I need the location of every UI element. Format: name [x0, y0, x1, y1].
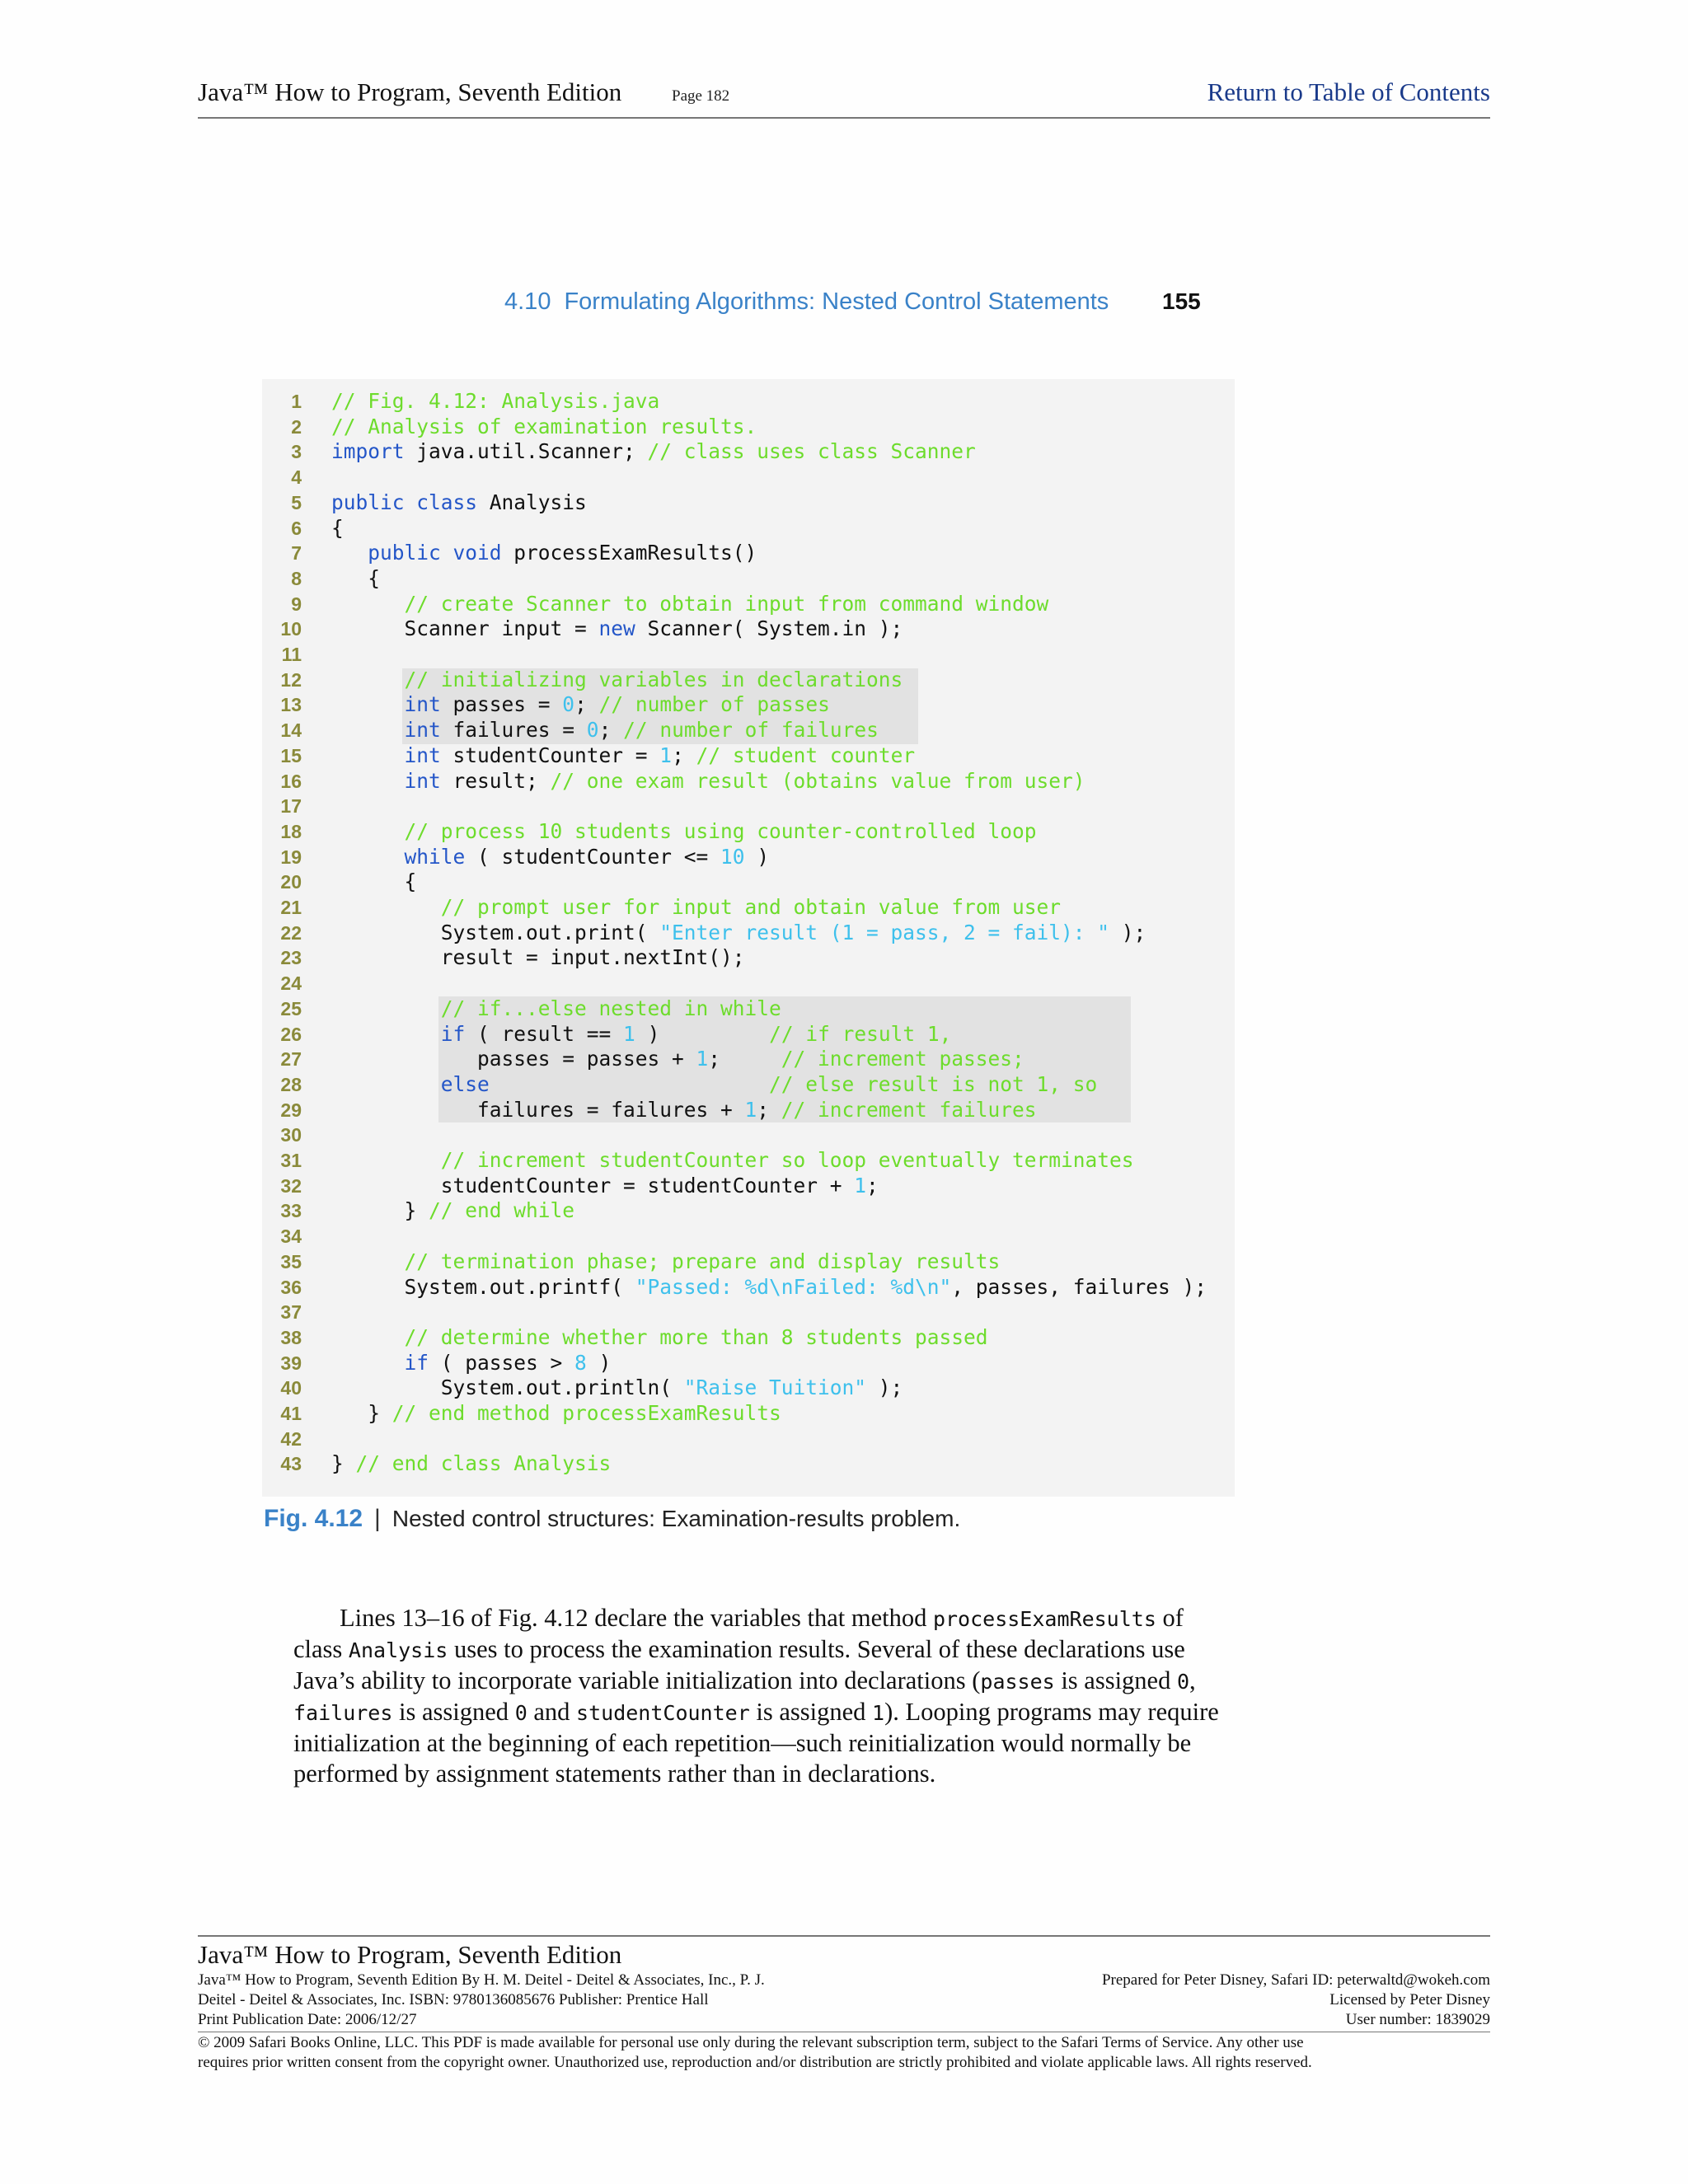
code-token [331, 895, 441, 919]
code-token: while [404, 844, 466, 869]
code-line [262, 541, 1235, 566]
code-token: int [404, 768, 441, 793]
code-line [262, 616, 1235, 642]
paragraph-text: performed by assignment statements rather than in declarations. [293, 1760, 936, 1788]
code-line [262, 1198, 1235, 1224]
footer-book-title: Java™ How to Program, Seventh Edition [198, 1940, 622, 1969]
code-line [262, 1249, 1235, 1275]
code-text [331, 439, 976, 465]
line-number: 15 [280, 744, 302, 766]
footer-copyright-line: requires prior written consent from the copyright owner. Unauthorized use, reproduction and/or distribution are strictly prohibited and violate applicable laws. All rights reserved. [198, 2054, 1312, 2071]
code-token [331, 1249, 405, 1273]
line-number: 38 [280, 1326, 302, 1348]
code-token: int [404, 743, 441, 767]
footer-publication-line: Print Publication Date: 2006/12/27 [198, 2011, 417, 2028]
body-paragraph [293, 1603, 1219, 1789]
code-line [262, 1427, 1235, 1452]
code-text [331, 1022, 951, 1047]
code-text [331, 1072, 1097, 1098]
code-text [331, 415, 757, 440]
paragraph-text: ). Looping programs may require [884, 1698, 1219, 1726]
code-token: ) [586, 1350, 612, 1375]
code-token: import [331, 439, 405, 464]
code-token: System.out.print( [331, 920, 660, 944]
code-line [262, 743, 1235, 769]
line-number: 39 [280, 1352, 302, 1374]
return-to-toc-link[interactable]: Return to Table of Contents [1207, 77, 1490, 106]
code-text [331, 718, 879, 743]
line-number: 36 [280, 1276, 302, 1298]
code-token: // class uses class Scanner [647, 439, 976, 464]
line-number: 4 [291, 466, 302, 489]
code-token: // end class Analysis [355, 1451, 612, 1476]
paragraph-line [293, 1666, 1205, 1697]
code-line [262, 1224, 1235, 1249]
footer [198, 1935, 1490, 2071]
line-number: 30 [280, 1124, 302, 1146]
code-line [262, 845, 1235, 870]
inline-code: studentCounter [576, 1701, 750, 1725]
code-token [331, 1351, 405, 1375]
footer-publication-line: Deitel - Deitel & Associates, Inc. ISBN: 9780136085676 Publisher: Prentice Hall [198, 1991, 709, 2008]
code-token: ; [598, 718, 624, 743]
code-line [262, 439, 1235, 465]
line-number: 42 [280, 1427, 302, 1450]
code-token: 10 [720, 844, 745, 869]
code-token [331, 541, 368, 565]
code-token: // increment passes; [781, 1047, 1025, 1071]
code-token: result; [440, 768, 551, 793]
code-text [331, 1098, 1037, 1123]
code-token: // if...else nested in while [440, 996, 781, 1020]
line-number: 16 [280, 770, 302, 792]
code-text [331, 769, 1085, 794]
code-line [262, 465, 1235, 490]
code-line [262, 895, 1235, 921]
code-line [262, 389, 1235, 415]
code-text [331, 945, 745, 971]
code-text [331, 921, 1146, 946]
code-line [262, 869, 1235, 895]
code-listing [262, 379, 1235, 1497]
code-token [331, 692, 405, 716]
code-line [262, 1275, 1235, 1301]
code-text [331, 1174, 879, 1199]
code-token: Scanner( System.in ); [635, 616, 903, 641]
top-header [198, 76, 1490, 119]
line-number: 5 [291, 491, 302, 513]
code-token: public void [368, 541, 502, 565]
code-token: ) [744, 844, 770, 869]
paragraph-text: is assigned [1054, 1666, 1177, 1694]
line-number: 20 [280, 871, 302, 893]
code-token [331, 1325, 405, 1349]
footer-publication-line: Java™ How to Program, Seventh Edition By H. M. Deitel - Deitel & Associates, Inc., P. J. [198, 1971, 765, 1989]
paragraph-text: uses to process the examination results. Several of these declarations use [448, 1635, 1185, 1663]
line-number: 1 [291, 391, 302, 412]
footer-license-line: Prepared for Peter Disney, Safari ID: peterwaltd@wokeh.com [1101, 1971, 1490, 1989]
running-head [504, 288, 1109, 316]
code-line [262, 1451, 1235, 1477]
code-text [331, 743, 915, 769]
code-token: studentCounter = [440, 743, 660, 767]
code-line [262, 921, 1235, 946]
code-text [331, 869, 416, 895]
paragraph-text: class [293, 1635, 349, 1663]
code-token: { [331, 869, 417, 894]
code-token: // Analysis of examination results. [331, 414, 757, 438]
footer-license-line: Licensed by Peter Disney [1329, 1991, 1490, 2008]
line-number: 9 [291, 593, 302, 615]
code-token: result = input.nextInt(); [331, 945, 745, 970]
code-token: } [331, 1198, 429, 1223]
code-line [262, 1072, 1235, 1098]
code-token: ( studentCounter <= [465, 844, 721, 869]
line-number: 8 [291, 567, 302, 589]
code-token: ( result == [465, 1021, 624, 1046]
code-token: if [404, 1350, 429, 1375]
code-token: System.out.printf( [331, 1274, 635, 1299]
line-number: 35 [280, 1250, 302, 1272]
code-token [331, 769, 405, 793]
line-number: 21 [280, 897, 302, 918]
inline-code: Analysis [348, 1638, 448, 1662]
code-line [262, 718, 1235, 743]
code-token: // prompt user for input and obtain value from user [440, 895, 1062, 919]
paragraph-text: initialization at the beginning of each repetition—such reinitialization would normally be [293, 1729, 1192, 1757]
code-text [331, 996, 781, 1022]
code-text [331, 1198, 574, 1224]
code-token: { [331, 565, 381, 590]
code-line [262, 1300, 1235, 1325]
code-token: // increment studentCounter so loop eventually terminates [440, 1148, 1134, 1172]
line-number: 7 [291, 542, 302, 565]
paragraph-line [293, 1759, 1205, 1789]
paragraph-text: Java’s ability to incorporate variable initialization into declarations ( [293, 1666, 981, 1694]
code-token: 0 [586, 718, 599, 743]
code-line [262, 692, 1235, 718]
line-number: 19 [280, 846, 302, 868]
code-line [262, 1022, 1235, 1047]
code-token: ; [866, 1173, 879, 1197]
code-token: // Fig. 4.12: Analysis.java [331, 389, 660, 413]
code-token: // increment failures [781, 1097, 1037, 1122]
line-number: 34 [280, 1226, 302, 1248]
code-text [331, 566, 380, 592]
code-token: ; [672, 743, 696, 767]
line-number: 18 [280, 820, 302, 842]
code-token: int [404, 718, 441, 743]
code-line [262, 1401, 1235, 1427]
code-token: // determine whether more than 8 students passed [404, 1324, 988, 1349]
code-text [331, 1351, 611, 1376]
inline-code: processExamResults [932, 1607, 1156, 1631]
figure-label: Fig. 4.12 [264, 1505, 363, 1532]
code-token: { [331, 515, 344, 540]
code-token [331, 743, 405, 767]
code-token: ; [574, 692, 599, 717]
code-token: ); [1109, 920, 1146, 944]
code-text [331, 845, 769, 870]
code-line [262, 769, 1235, 794]
code-token: // create Scanner to obtain input from command window [404, 591, 1049, 616]
line-number: 3 [291, 441, 302, 463]
header-book-title: Java™ How to Program, Seventh Edition [198, 77, 622, 106]
line-number: 32 [280, 1174, 302, 1197]
code-text [331, 516, 344, 541]
code-text [331, 592, 1048, 617]
code-token: "Raise Tuition" [683, 1376, 867, 1400]
code-token: "Passed: %d\nFailed: %d\n" [635, 1274, 952, 1299]
code-token: ( passes > [429, 1350, 575, 1375]
code-token [331, 819, 405, 843]
code-token: , passes, failures ); [951, 1274, 1207, 1299]
line-number: 2 [291, 415, 302, 438]
code-token: passes = passes + [331, 1047, 696, 1071]
line-number: 23 [280, 947, 302, 969]
code-token: } [331, 1451, 356, 1476]
code-line [262, 1351, 1235, 1376]
code-line [262, 1122, 1235, 1148]
code-token: "Enter result (1 = pass, 2 = fail): " [659, 920, 1110, 944]
line-number: 29 [280, 1099, 302, 1121]
code-text [331, 541, 757, 566]
code-line [262, 996, 1235, 1022]
code-line [262, 819, 1235, 845]
figure-caption [264, 1505, 960, 1533]
line-number: 17 [280, 795, 302, 818]
footer-license-line: User number: 1839029 [1345, 2011, 1490, 2028]
code-token: // if result 1, [769, 1021, 952, 1046]
code-token: } [331, 1401, 392, 1425]
line-number: 11 [281, 644, 302, 665]
code-token: 8 [574, 1350, 587, 1375]
line-number: 12 [280, 668, 302, 691]
code-token: // end while [429, 1198, 575, 1223]
code-line [262, 1376, 1235, 1401]
code-line [262, 945, 1235, 971]
code-token: 1 [623, 1021, 635, 1046]
code-text [331, 1148, 1134, 1174]
code-line [262, 490, 1235, 516]
code-token: 1 [659, 743, 673, 767]
code-line [262, 794, 1235, 819]
paragraph-line [293, 1603, 1205, 1634]
code-token: // student counter [696, 743, 916, 767]
paragraph-text: Lines 13–16 of Fig. 4.12 declare the variables that method [340, 1604, 933, 1632]
code-token: studentCounter = studentCounter + [331, 1173, 855, 1197]
code-text [331, 1275, 1207, 1301]
paragraph-line [293, 1728, 1205, 1759]
line-number: 43 [280, 1453, 302, 1475]
code-token: 1 [854, 1173, 867, 1197]
code-token: // else result is not 1, so [769, 1071, 1098, 1096]
line-number: 41 [280, 1403, 302, 1424]
code-token: System.out.println( [331, 1376, 684, 1400]
code-line [262, 516, 1235, 541]
paragraph-text: , [1189, 1666, 1196, 1694]
code-token: 1 [696, 1047, 709, 1071]
code-text [331, 668, 903, 693]
code-line [262, 1174, 1235, 1199]
code-text [331, 1401, 781, 1427]
code-token: else [440, 1071, 490, 1096]
code-token: if [440, 1021, 466, 1046]
code-token [331, 845, 405, 869]
code-line [262, 971, 1235, 996]
code-token [331, 668, 405, 691]
code-text [331, 692, 830, 718]
line-number: 22 [280, 921, 302, 944]
line-number: 25 [280, 997, 302, 1019]
inline-code: passes [980, 1670, 1055, 1694]
code-text [331, 895, 1061, 921]
code-token: Scanner input = [331, 616, 599, 641]
line-number: 10 [280, 618, 302, 640]
line-number: 28 [280, 1073, 302, 1095]
code-line [262, 1148, 1235, 1174]
inline-code: failures [293, 1701, 393, 1725]
code-token [331, 1148, 441, 1172]
inline-code: 0 [1176, 1670, 1190, 1694]
code-token [331, 1022, 441, 1046]
code-token [331, 1072, 441, 1096]
paragraph-text: and [527, 1698, 577, 1726]
inline-code: 0 [514, 1701, 528, 1725]
code-token: // number of passes [598, 692, 830, 717]
code-line [262, 592, 1235, 617]
code-token: int [404, 692, 441, 717]
code-line [262, 1325, 1235, 1351]
paragraph-text: is assigned [749, 1698, 873, 1726]
code-text [331, 389, 659, 415]
line-number: 40 [280, 1377, 302, 1399]
code-token: processExamResults() [501, 541, 757, 565]
code-line [262, 642, 1235, 668]
code-token: ); [866, 1376, 903, 1400]
paragraph-text: is assigned [392, 1698, 515, 1726]
code-token [331, 592, 405, 616]
code-token: // number of failures [623, 718, 879, 743]
code-token: passes = [440, 692, 563, 717]
paragraph-line [293, 1634, 1205, 1666]
line-number: 14 [280, 719, 302, 742]
line-number: 31 [280, 1150, 302, 1171]
code-text [331, 1376, 903, 1401]
code-line [262, 1098, 1235, 1123]
code-token: java.util.Scanner; [404, 439, 648, 464]
code-line [262, 1047, 1235, 1072]
code-line [262, 415, 1235, 440]
header-page-label: Page 182 [672, 87, 730, 105]
code-token: ; [757, 1097, 781, 1122]
code-token: // process 10 students using counter-controlled loop [404, 818, 1037, 843]
line-number: 13 [280, 694, 302, 716]
code-token: ) [635, 1021, 770, 1046]
code-token: new [598, 616, 635, 641]
code-text [331, 819, 1037, 845]
code-token: // initializing variables in declarations [404, 667, 903, 691]
caption-text: Nested control structures: Examination-results problem. [392, 1506, 961, 1531]
code-token [490, 1072, 769, 1096]
code-token [331, 718, 405, 742]
footer-copyright-line: © 2009 Safari Books Online, LLC. This PDF is made available for personal use only during the relevant subscription term, subject to the Safari Terms of Service. Any other use [198, 2034, 1304, 2051]
code-token: failures = failures + [331, 1097, 745, 1122]
line-number: 33 [280, 1200, 302, 1222]
section-number: 4.10 [504, 288, 551, 315]
code-text [331, 1325, 988, 1351]
code-token: 0 [562, 692, 575, 717]
code-token: 1 [744, 1097, 757, 1122]
code-token: // one exam result (obtains value from user) [550, 768, 1085, 793]
code-token [331, 996, 441, 1020]
caption-separator: | [374, 1505, 381, 1532]
code-text [331, 616, 903, 642]
code-text [331, 490, 587, 516]
code-line [262, 668, 1235, 693]
line-number: 37 [280, 1301, 302, 1324]
paragraph-text: of [1156, 1604, 1184, 1632]
code-token: ; [708, 1047, 781, 1071]
code-line [262, 566, 1235, 592]
code-token: Analysis [477, 490, 587, 514]
code-token: // end method processExamResults [392, 1401, 781, 1425]
page-number: 155 [1162, 288, 1201, 314]
code-token: failures = [440, 718, 587, 743]
inline-code: 1 [872, 1701, 885, 1725]
paragraph-line [293, 1697, 1219, 1728]
code-token: public class [331, 490, 478, 514]
line-number: 24 [280, 972, 302, 995]
section-title: Formulating Algorithms: Nested Control Statements [564, 288, 1109, 315]
code-text [331, 1451, 611, 1477]
code-text [331, 1249, 1000, 1275]
line-number: 26 [280, 1023, 302, 1045]
code-text [331, 1047, 1025, 1072]
line-number: 6 [291, 517, 302, 539]
line-number: 27 [280, 1048, 302, 1071]
code-token: // termination phase; prepare and display results [404, 1249, 1001, 1273]
